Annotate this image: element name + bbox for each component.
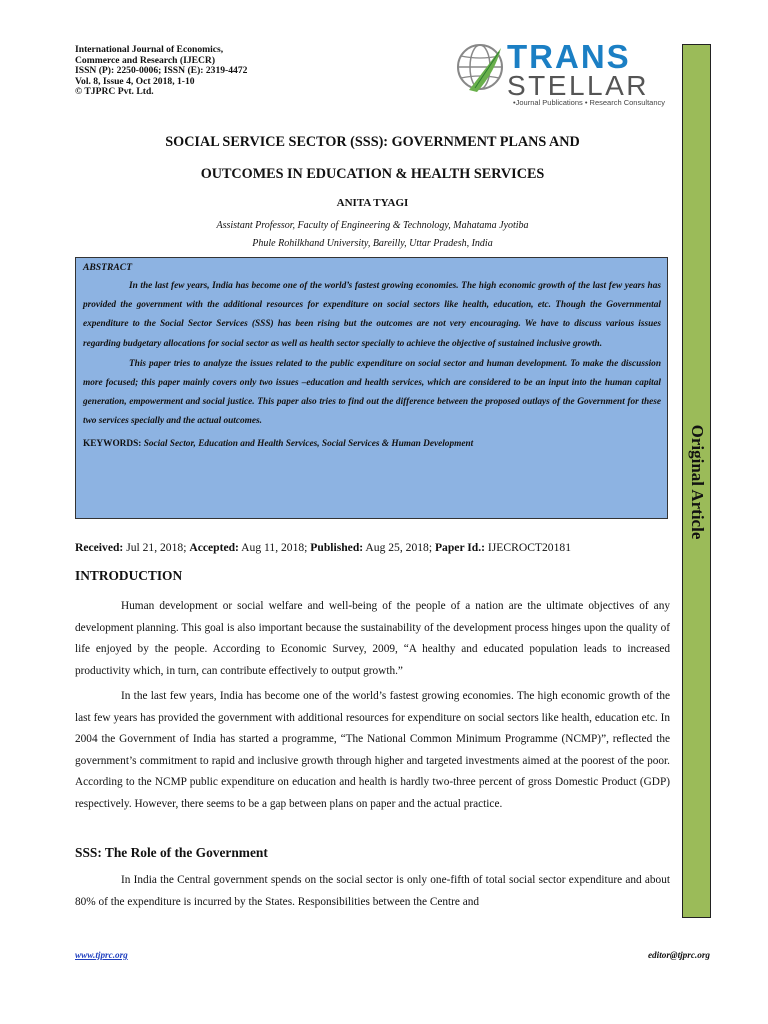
intro-paragraph-2: In the last few years, India has become one of the world’s fastest growing economies. The high economic growth of the last few years has provided the government with additional resources for expenditure on social sectors like health, education etc. In 2004 the Government of India has started a programme, “The National Common Minimum Programme (NCMP)”, reflected the government’s commitment to rapid and inclusive growth through higher and targeted investments aimed at the poorest of the poor. According to the NCMP public expenditure on education and health is hardly two-three percent of gross Domestic Product (GDP) respectively. However, there seems to be a gap between plans on paper and the actual practice.: [75, 690, 670, 810]
author-name: ANITA TYAGI: [336, 197, 409, 209]
published-label: Published:: [310, 541, 364, 554]
keywords-text: Social Sector, Education and Health Services, Social Services & Human Development: [141, 438, 474, 449]
journal-name-line1: International Journal of Economics,: [75, 44, 224, 55]
received-label: Received:: [75, 541, 124, 554]
section-heading-role-of-government: SSS: The Role of the Government: [75, 845, 268, 860]
paper-id: IJECROCT20181: [485, 541, 571, 554]
paper-title-line2: OUTCOMES IN EDUCATION & HEALTH SERVICES: [200, 166, 545, 182]
footer-website-link[interactable]: www.tjprc.org: [75, 950, 128, 960]
journal-info: [75, 45, 345, 98]
abstract-box: [75, 257, 668, 519]
journal-issn: ISSN (P): 2250-0006; ISSN (E): 2319-4472: [75, 65, 248, 77]
author-affiliation-line2: Phule Rohilkhand University, Bareilly, Uttar Pradesh, India: [252, 238, 493, 249]
journal-name-line2: Commerce and Research (IJECR): [75, 54, 216, 66]
logo-word-trans: TRANS: [507, 38, 631, 75]
abstract-paragraph-2: This paper tries to analyze the issues related to the public expenditure on social sector and human development. To make the discussion more focused; this paper mainly covers only two issues –education and health services, which are considered to be an input into the human capital generation, empowerment and social justice. This paper also tries to find out the difference between the proposed outlays of the Government for these two services specially and the actual outcomes.: [83, 358, 661, 427]
transstellar-logo: [455, 40, 675, 110]
received-date: Jul 21, 2018;: [123, 541, 190, 554]
article-type-label: Original Article: [688, 424, 707, 540]
abstract-heading: ABSTRACT: [83, 262, 133, 273]
journal-copyright: © TJPRC Pvt. Ltd.: [75, 86, 154, 98]
keywords: [83, 435, 661, 454]
intro-paragraph-1: Human development or social welfare and well-being of the people of a nation are the ultimate objectives of any development planning. This goal is also important because the sustainability of the development process hinges upon the quality of life enjoyed by the people. According to Economic Survey, 2009, “A healthy and educated population leads to increased productivity which, in turn, can contribute effectively to output growth.”: [75, 600, 670, 677]
logo-word-stellar: STELLAR: [507, 70, 649, 101]
accepted-date: Aug 11, 2018;: [238, 541, 311, 554]
publication-dates: [75, 541, 670, 554]
globe-icon: [455, 42, 505, 98]
author-affiliation-line1: Assistant Professor, Faculty of Engineering & Technology, Mahatama Jyotiba: [216, 220, 529, 231]
paper-id-label: Paper Id.:: [434, 541, 485, 554]
journal-volume: Vol. 8, Issue 4, Oct 2018, 1-10: [75, 75, 195, 87]
accepted-label: Accepted:: [189, 541, 239, 554]
keywords-label: KEYWORDS:: [83, 438, 142, 449]
role-paragraph-1: In India the Central government spends on the social sector is only one-fifth of total social sector expenditure and about 80% of the expenditure is incurred by the States. Responsibilities between the Centre and: [75, 874, 670, 908]
paper-title-line1: SOCIAL SERVICE SECTOR (SSS): GOVERNMENT PLANS AND: [165, 134, 580, 150]
abstract-paragraph-1: In the last few years, India has become one of the world’s fastest growing economies. The high economic growth of the last few years has provided the government with the additional resources for expenditure on social sectors like health, education, etc. Though the Governmental expenditure to the Social Sector Services (SSS) has been rising but the outcomes are not very encouraging. We have to discuss various issues regarding budgetary allocations for social sector as well as health sector specially to achieve the objective of sustained inclusive growth.: [83, 281, 661, 349]
logo-tagline: •Journal Publications • Research Consultancy: [513, 98, 665, 107]
footer-email: editor@tjprc.org: [647, 950, 710, 960]
section-heading-introduction: INTRODUCTION: [75, 568, 183, 583]
published-date: Aug 25, 2018;: [363, 541, 435, 554]
